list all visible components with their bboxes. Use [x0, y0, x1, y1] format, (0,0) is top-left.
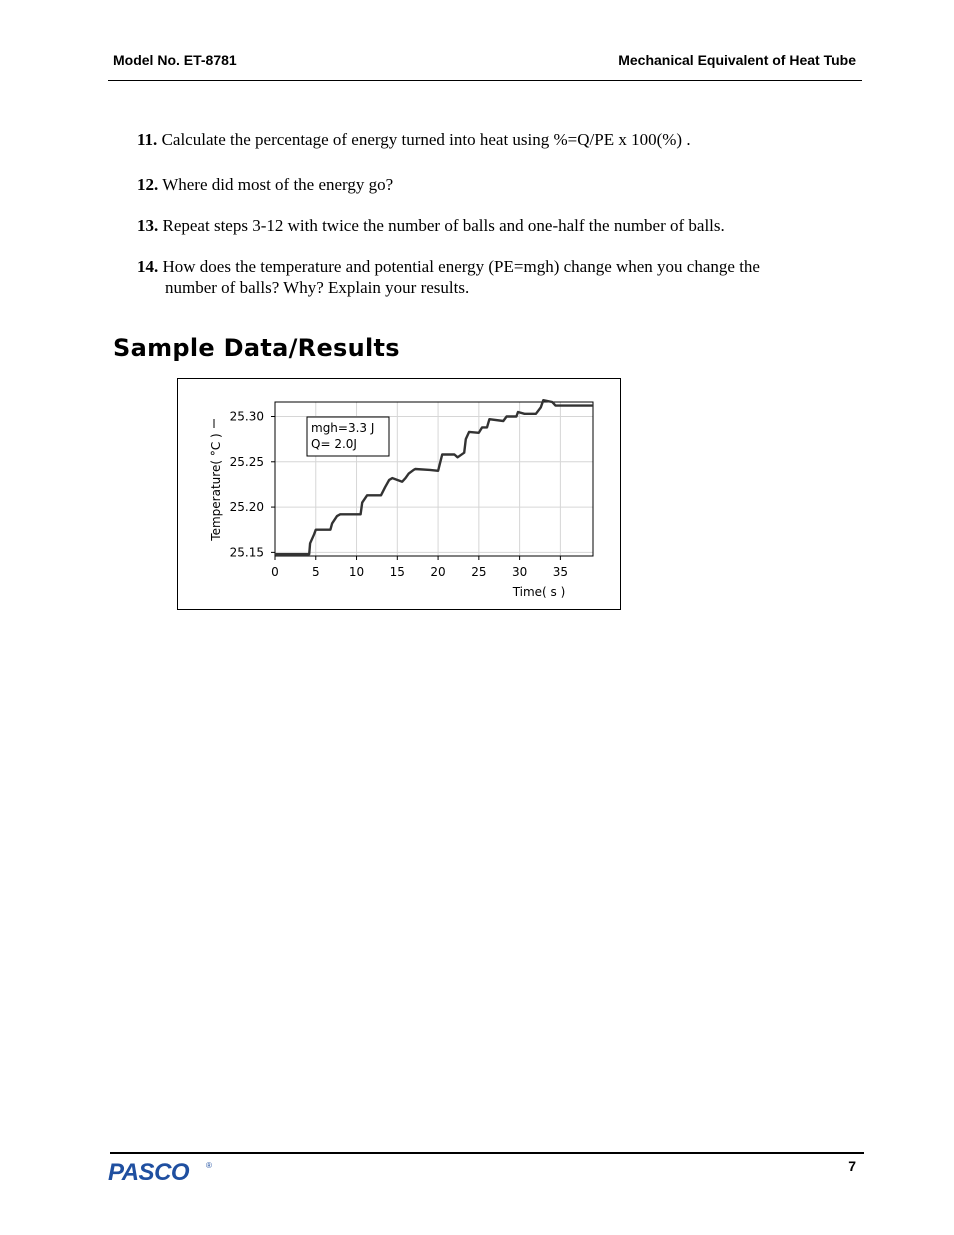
temperature-chart [177, 378, 621, 610]
step-text: Calculate the percentage of energy turned into heat using %=Q/PE x 100(%) . [161, 130, 691, 149]
annotation-text: Q= 2.0J [311, 437, 357, 451]
x-tick-label: 20 [430, 565, 446, 579]
svg-text:PASCO: PASCO [108, 1159, 190, 1185]
document-title: Mechanical Equivalent of Heat Tube [618, 52, 856, 68]
section-title: Sample Data/Results [113, 334, 400, 362]
header-divider [108, 80, 862, 81]
step-number: 14. [137, 257, 159, 276]
x-tick-label: 25 [471, 565, 487, 579]
step-12 [137, 174, 837, 195]
step-11 [137, 129, 837, 150]
y-tick-label: 25.30 [229, 409, 264, 424]
x-tick-label: 15 [389, 565, 405, 579]
annotation-text: mgh=3.3 J [311, 421, 375, 435]
x-tick-label: 30 [511, 565, 528, 579]
step-number: 13. [137, 216, 159, 235]
page-number: 7 [848, 1158, 856, 1174]
x-tick-label: 5 [311, 565, 320, 579]
x-tick-label: 35 [552, 565, 569, 579]
step-number: 12. [137, 175, 159, 194]
step-text-continued: number of balls? Why? Explain your results. [165, 278, 470, 297]
step-13 [137, 215, 837, 236]
svg-text:®: ® [206, 1161, 212, 1170]
step-text: Where did most of the energy go? [162, 175, 394, 194]
y-tick-label: 25.25 [229, 454, 264, 469]
step-text: How does the temperature and potential energy (PE=mgh) change when you change the [162, 257, 760, 276]
x-tick-label: 10 [348, 565, 365, 579]
pasco-logo [108, 1159, 218, 1190]
chart-svg [178, 379, 622, 611]
step-number: 11. [137, 130, 158, 149]
y-tick-label: 25.20 [229, 500, 264, 515]
y-axis-label: Temperature( °C ) [209, 433, 223, 541]
x-axis-label: Time( s ) [512, 585, 566, 599]
footer-divider [110, 1152, 864, 1154]
y-tick-label: 25.15 [229, 545, 264, 560]
step-14 [137, 256, 837, 298]
step-text: Repeat steps 3-12 with twice the number of balls and one-half the number of balls. [162, 216, 725, 235]
x-tick-label: 0 [271, 565, 279, 579]
model-number: Model No. ET-8781 [113, 52, 237, 68]
